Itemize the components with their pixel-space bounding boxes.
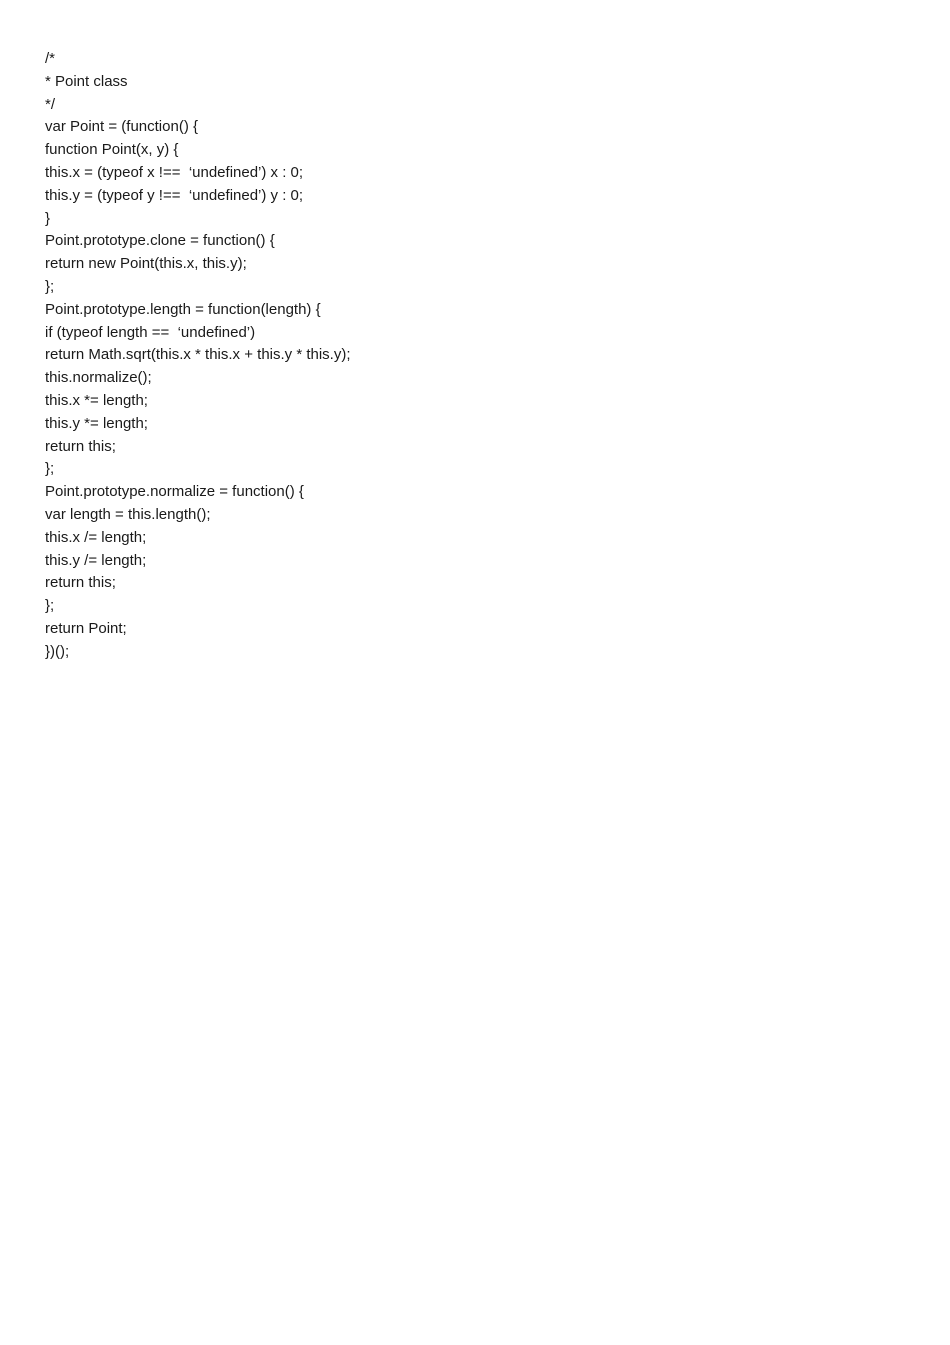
code-line: function Point(x, y) { bbox=[45, 141, 179, 159]
code-line: return this; bbox=[45, 574, 116, 592]
code-line: } bbox=[45, 209, 51, 227]
code-line: this.x /= length; bbox=[45, 528, 147, 546]
code-line: })(); bbox=[45, 642, 70, 660]
code-line: return this; bbox=[45, 437, 116, 455]
code-line: /* bbox=[45, 50, 56, 67]
code-line: this.x *= length; bbox=[45, 391, 148, 409]
code-line: this.y *= length; bbox=[45, 414, 148, 432]
code-line: }; bbox=[45, 277, 55, 295]
code-line: this.normalize(); bbox=[45, 369, 152, 387]
code-block bbox=[45, 48, 351, 664]
code-line: }; bbox=[45, 597, 55, 615]
code-line: this.y = (typeof y !== ‘undefined’) y : 0; bbox=[45, 186, 304, 204]
code-line: Point.prototype.clone = function() { bbox=[45, 232, 275, 250]
code-line: var length = this.length(); bbox=[45, 505, 211, 523]
code-line: this.x = (typeof x !== ‘undefined’) x : 0; bbox=[45, 163, 304, 181]
code-line: Point.prototype.normalize = function() { bbox=[45, 483, 304, 501]
code-line: this.y /= length; bbox=[45, 551, 147, 569]
code-line: }; bbox=[45, 460, 55, 478]
code-line: return new Point(this.x, this.y); bbox=[45, 255, 247, 273]
code-line: return Math.sqrt(this.x * this.x + this.y * this.y); bbox=[45, 346, 351, 364]
code-line: * Point class bbox=[45, 72, 128, 90]
code-line: Point.prototype.length = function(length) { bbox=[45, 300, 321, 318]
code-line: */ bbox=[45, 95, 56, 113]
code-line: return Point; bbox=[45, 619, 127, 637]
code-line: if (typeof length == ‘undefined’) bbox=[45, 323, 256, 341]
code-line: var Point = (function() { bbox=[45, 118, 198, 136]
